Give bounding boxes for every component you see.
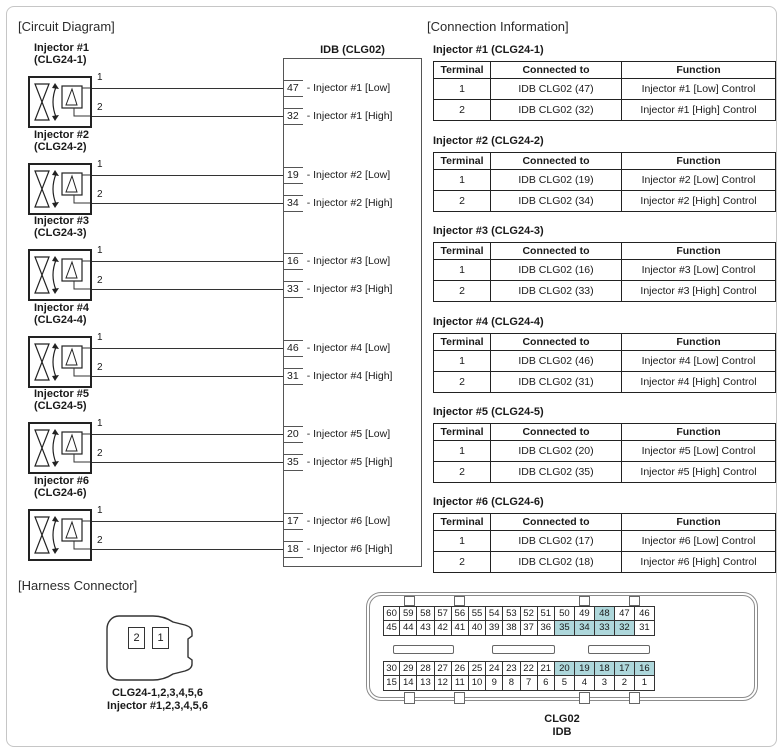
pin-cell: 20 (555, 661, 575, 676)
connector-unit-label: IDB (552, 726, 572, 738)
table-row (434, 552, 776, 573)
pin-cell: 44 (400, 621, 417, 636)
table-column-header: Function (622, 334, 776, 351)
idb-connector-diagram (366, 592, 758, 738)
connection-table (433, 152, 776, 212)
injector-name: Injector #4 (34, 302, 90, 314)
pin-cell: 10 (469, 676, 486, 691)
pin-cell: 37 (521, 621, 538, 636)
circuit-diagram-title: [Circuit Diagram] (18, 19, 115, 34)
table-cell: Injector #2 [Low] Control (622, 170, 776, 191)
injector-name: Injector #6 (34, 475, 90, 487)
table-cell: IDB CLG02 (17) (491, 531, 622, 552)
pin-description: - Injector #2 [Low] (306, 169, 391, 181)
pin-description: - Injector #5 [Low] (306, 428, 391, 440)
connection-table-block (433, 406, 774, 483)
pin-cell: 31 (635, 621, 655, 636)
injector-connector-code: (CLG24-5) (34, 399, 87, 412)
table-row (434, 281, 776, 302)
table-cell: 1 (434, 170, 491, 191)
injector-connector-code: (CLG24-1) (34, 53, 87, 66)
connection-table (433, 513, 776, 573)
connection-table-block (433, 316, 774, 393)
wire-terminal-2 (92, 549, 283, 550)
terminal-number-1: 1 (97, 159, 103, 170)
wire-terminal-1 (92, 261, 283, 262)
pin-row (383, 606, 655, 621)
table-column-header: Terminal (434, 62, 491, 79)
pin-terminal-number: 33 (283, 281, 303, 298)
pin-cell: 52 (521, 606, 538, 621)
terminal-number-2: 2 (97, 535, 103, 546)
table-row (434, 372, 776, 393)
pin-row (383, 621, 655, 636)
wire-terminal-2 (92, 116, 283, 117)
connection-table (433, 242, 776, 302)
idb-pin-entry (283, 252, 390, 270)
injector-label (34, 216, 89, 239)
injector-label (34, 43, 89, 66)
connection-table (433, 333, 776, 393)
pin-cell: 5 (555, 676, 575, 691)
connector-name-label: CLG02 (544, 713, 580, 725)
table-column-header: Connected to (491, 424, 622, 441)
table-cell: Injector #5 [High] Control (622, 462, 776, 483)
injector-symbol (30, 424, 90, 472)
index-tab (579, 596, 590, 606)
table-cell: 1 (434, 260, 491, 281)
wire-terminal-1 (92, 521, 283, 522)
pin-cell: 14 (400, 676, 417, 691)
table-cell: Injector #3 [High] Control (622, 281, 776, 302)
table-cell: IDB CLG02 (31) (491, 372, 622, 393)
wire-terminal-2 (92, 462, 283, 463)
pin-row (383, 661, 655, 676)
idb-header: IDB (CLG02) (320, 44, 385, 56)
pin-cell: 34 (575, 621, 595, 636)
injector-symbol (30, 165, 90, 213)
table-cell: IDB CLG02 (32) (491, 100, 622, 121)
idb-pin-entry (283, 512, 390, 530)
table-cell: IDB CLG02 (20) (491, 441, 622, 462)
pin-terminal-number: 35 (283, 454, 303, 471)
table-header-row (434, 424, 776, 441)
pin-description: - Injector #3 [Low] (306, 255, 391, 267)
connection-table-heading: Injector #3 (CLG24-3) (433, 225, 544, 237)
harness-pin-2: 2 (128, 627, 145, 649)
pin-terminal-number: 19 (283, 167, 303, 184)
pin-cell: 54 (486, 606, 503, 621)
table-column-header: Terminal (434, 424, 491, 441)
harness-label-connectors: CLG24-1,2,3,4,5,6 (111, 687, 204, 699)
table-cell: IDB CLG02 (34) (491, 191, 622, 212)
pin-cell: 25 (469, 661, 486, 676)
table-row (434, 79, 776, 100)
injector-connector-code: (CLG24-4) (34, 313, 87, 326)
idb-pin-entry (283, 367, 392, 385)
pin-terminal-number: 18 (283, 541, 303, 558)
pin-description: - Injector #1 [Low] (306, 82, 391, 94)
pin-cell: 8 (503, 676, 520, 691)
table-column-header: Terminal (434, 153, 491, 170)
pin-cell: 48 (595, 606, 615, 621)
pin-cell: 26 (452, 661, 469, 676)
injector-symbol-box (28, 336, 92, 388)
pin-cell: 47 (615, 606, 635, 621)
pin-cell: 50 (555, 606, 575, 621)
table-row (434, 191, 776, 212)
pin-cell: 39 (486, 621, 503, 636)
pin-cell: 43 (417, 621, 434, 636)
pin-description: - Injector #2 [High] (306, 197, 393, 209)
connection-information-title: [Connection Information] (427, 19, 569, 34)
pin-cell: 29 (400, 661, 417, 676)
injector-connector-code: (CLG24-3) (34, 226, 87, 239)
injector-symbol-box (28, 163, 92, 215)
idb-pin-entry (283, 339, 390, 357)
table-column-header: Connected to (491, 514, 622, 531)
injector-symbol (30, 511, 90, 559)
table-column-header: Connected to (491, 62, 622, 79)
injector-symbol (30, 338, 90, 386)
pin-cell: 33 (595, 621, 615, 636)
table-header-row (434, 62, 776, 79)
pin-cell: 18 (595, 661, 615, 676)
table-cell: 2 (434, 191, 491, 212)
pin-terminal-number: 31 (283, 368, 303, 385)
pin-cell: 21 (538, 661, 555, 676)
pin-cell: 35 (555, 621, 575, 636)
wire-terminal-2 (92, 376, 283, 377)
table-cell: Injector #2 [High] Control (622, 191, 776, 212)
pin-cell: 38 (503, 621, 520, 636)
pin-cell: 7 (521, 676, 538, 691)
pin-description: - Injector #6 [High] (306, 543, 393, 555)
terminal-number-1: 1 (97, 332, 103, 343)
table-header-row (434, 514, 776, 531)
table-column-header: Connected to (491, 334, 622, 351)
table-cell: Injector #6 [High] Control (622, 552, 776, 573)
terminal-number-2: 2 (97, 102, 103, 113)
keying-slot (393, 645, 454, 654)
table-cell: IDB CLG02 (18) (491, 552, 622, 573)
table-row (434, 441, 776, 462)
table-header-row (434, 334, 776, 351)
injector-name: Injector #2 (34, 129, 90, 141)
pin-cell: 53 (503, 606, 520, 621)
injector-connector-code: (CLG24-6) (34, 486, 87, 499)
pin-cell: 13 (417, 676, 434, 691)
pin-terminal-number: 46 (283, 340, 303, 357)
table-cell: Injector #3 [Low] Control (622, 260, 776, 281)
table-cell: IDB CLG02 (33) (491, 281, 622, 302)
table-column-header: Connected to (491, 243, 622, 260)
connection-table-block (433, 135, 774, 212)
pin-row (383, 676, 655, 691)
pin-terminal-number: 20 (283, 426, 303, 443)
pin-cell: 32 (615, 621, 635, 636)
table-cell: 2 (434, 100, 491, 121)
idb-pin-entry (283, 540, 392, 558)
terminal-number-1: 1 (97, 418, 103, 429)
table-cell: IDB CLG02 (19) (491, 170, 622, 191)
table-cell: 2 (434, 462, 491, 483)
pin-block (383, 661, 655, 691)
idb-box (283, 58, 422, 567)
terminal-number-1: 1 (97, 72, 103, 83)
table-row (434, 260, 776, 281)
pin-terminal-number: 16 (283, 253, 303, 270)
connection-table (433, 61, 776, 121)
injector-symbol (30, 78, 90, 126)
pin-description: - Injector #5 [High] (306, 456, 393, 468)
table-cell: Injector #1 [High] Control (622, 100, 776, 121)
injector-label (34, 476, 89, 499)
pin-cell: 56 (452, 606, 469, 621)
table-column-header: Terminal (434, 514, 491, 531)
pin-description: - Injector #6 [Low] (306, 515, 391, 527)
table-row (434, 100, 776, 121)
pin-cell: 36 (538, 621, 555, 636)
table-cell: IDB CLG02 (16) (491, 260, 622, 281)
table-column-header: Terminal (434, 334, 491, 351)
pin-cell: 22 (521, 661, 538, 676)
table-cell: Injector #6 [Low] Control (622, 531, 776, 552)
table-column-header: Function (622, 62, 776, 79)
table-column-header: Terminal (434, 243, 491, 260)
injector-symbol-box (28, 76, 92, 128)
terminal-number-1: 1 (97, 505, 103, 516)
table-cell: 2 (434, 372, 491, 393)
injector-name: Injector #5 (34, 388, 90, 400)
table-header-row (434, 153, 776, 170)
table-column-header: Function (622, 243, 776, 260)
index-tab (579, 692, 590, 704)
index-tab (629, 692, 640, 704)
pin-cell: 23 (503, 661, 520, 676)
pin-cell: 28 (417, 661, 434, 676)
injector-symbol (30, 251, 90, 299)
keying-slot (588, 645, 650, 654)
table-cell: Injector #1 [Low] Control (622, 79, 776, 100)
pin-cell: 57 (435, 606, 452, 621)
pin-description: - Injector #4 [High] (306, 370, 393, 382)
harness-label-injectors: Injector #1,2,3,4,5,6 (107, 700, 208, 712)
pin-terminal-number: 47 (283, 80, 303, 97)
terminal-number-2: 2 (97, 362, 103, 373)
table-row (434, 170, 776, 191)
pin-cell: 15 (383, 676, 400, 691)
table-cell: IDB CLG02 (47) (491, 79, 622, 100)
table-column-header: Function (622, 514, 776, 531)
table-cell: 1 (434, 531, 491, 552)
pin-block (383, 606, 655, 636)
pin-cell: 46 (635, 606, 655, 621)
pin-cell: 9 (486, 676, 503, 691)
idb-pin-entry (283, 194, 392, 212)
pin-cell: 49 (575, 606, 595, 621)
table-column-header: Function (622, 424, 776, 441)
injector-connector-code: (CLG24-2) (34, 140, 87, 153)
injector-name: Injector #3 (34, 215, 90, 227)
terminal-number-2: 2 (97, 189, 103, 200)
pin-terminal-number: 17 (283, 513, 303, 530)
index-tab (454, 692, 465, 704)
pin-cell: 40 (469, 621, 486, 636)
connection-table-block (433, 44, 774, 121)
idb-pin-entry (283, 79, 390, 97)
terminal-number-2: 2 (97, 275, 103, 286)
harness-pin-1: 1 (152, 627, 169, 649)
table-cell: Injector #4 [High] Control (622, 372, 776, 393)
pin-cell: 55 (469, 606, 486, 621)
pin-cell: 58 (417, 606, 434, 621)
injector-symbol-box (28, 509, 92, 561)
terminal-number-2: 2 (97, 448, 103, 459)
pin-cell: 17 (615, 661, 635, 676)
injector-label (34, 130, 89, 153)
terminal-number-1: 1 (97, 245, 103, 256)
harness-connector-title: [Harness Connector] (18, 578, 138, 593)
index-tab (404, 596, 415, 606)
table-cell: 2 (434, 281, 491, 302)
table-row (434, 351, 776, 372)
table-cell: 2 (434, 552, 491, 573)
pin-cell: 41 (452, 621, 469, 636)
connection-table-block (433, 225, 774, 302)
table-cell: Injector #5 [Low] Control (622, 441, 776, 462)
pin-cell: 2 (615, 676, 635, 691)
idb-pin-entry (283, 107, 392, 125)
pin-cell: 45 (383, 621, 400, 636)
injector-label (34, 389, 89, 412)
pin-description: - Injector #1 [High] (306, 110, 393, 122)
connection-table-heading: Injector #4 (CLG24-4) (433, 316, 544, 328)
idb-pin-entry (283, 453, 392, 471)
pin-description: - Injector #4 [Low] (306, 342, 391, 354)
pin-cell: 51 (538, 606, 555, 621)
pin-cell: 1 (635, 676, 655, 691)
table-row (434, 462, 776, 483)
pin-terminal-number: 34 (283, 195, 303, 212)
idb-pin-entry (283, 166, 390, 184)
wire-terminal-2 (92, 203, 283, 204)
table-cell: 1 (434, 441, 491, 462)
pin-cell: 42 (435, 621, 452, 636)
pin-cell: 3 (595, 676, 615, 691)
pin-cell: 24 (486, 661, 503, 676)
connection-table-heading: Injector #1 (CLG24-1) (433, 44, 544, 56)
table-row (434, 531, 776, 552)
pin-terminal-number: 32 (283, 108, 303, 125)
connection-information (433, 0, 774, 600)
injector-symbol-box (28, 422, 92, 474)
index-tab (404, 692, 415, 704)
index-tab (629, 596, 640, 606)
pin-cell: 30 (383, 661, 400, 676)
keying-slot (492, 645, 555, 654)
pin-cell: 27 (435, 661, 452, 676)
table-header-row (434, 243, 776, 260)
idb-pin-entry (283, 425, 390, 443)
wire-terminal-1 (92, 434, 283, 435)
pin-description: - Injector #3 [High] (306, 283, 393, 295)
table-column-header: Connected to (491, 153, 622, 170)
pin-cell: 16 (635, 661, 655, 676)
pin-cell: 11 (452, 676, 469, 691)
table-cell: IDB CLG02 (35) (491, 462, 622, 483)
pin-cell: 4 (575, 676, 595, 691)
connection-table (433, 423, 776, 483)
pin-cell: 59 (400, 606, 417, 621)
connection-table-heading: Injector #6 (CLG24-6) (433, 496, 544, 508)
injector-name: Injector #1 (34, 42, 90, 54)
wire-terminal-1 (92, 348, 283, 349)
wire-terminal-2 (92, 289, 283, 290)
index-tab (454, 596, 465, 606)
table-cell: IDB CLG02 (46) (491, 351, 622, 372)
connection-table-heading: Injector #5 (CLG24-5) (433, 406, 544, 418)
pin-cell: 6 (538, 676, 555, 691)
table-column-header: Function (622, 153, 776, 170)
wire-terminal-1 (92, 175, 283, 176)
table-cell: 1 (434, 79, 491, 100)
pin-cell: 12 (435, 676, 452, 691)
wire-terminal-1 (92, 88, 283, 89)
pin-cell: 60 (383, 606, 400, 621)
injector-symbol-box (28, 249, 92, 301)
connection-table-block (433, 496, 774, 573)
connection-table-heading: Injector #2 (CLG24-2) (433, 135, 544, 147)
table-cell: Injector #4 [Low] Control (622, 351, 776, 372)
pin-cell: 19 (575, 661, 595, 676)
idb-pin-entry (283, 280, 392, 298)
table-cell: 1 (434, 351, 491, 372)
injector-label (34, 303, 89, 326)
